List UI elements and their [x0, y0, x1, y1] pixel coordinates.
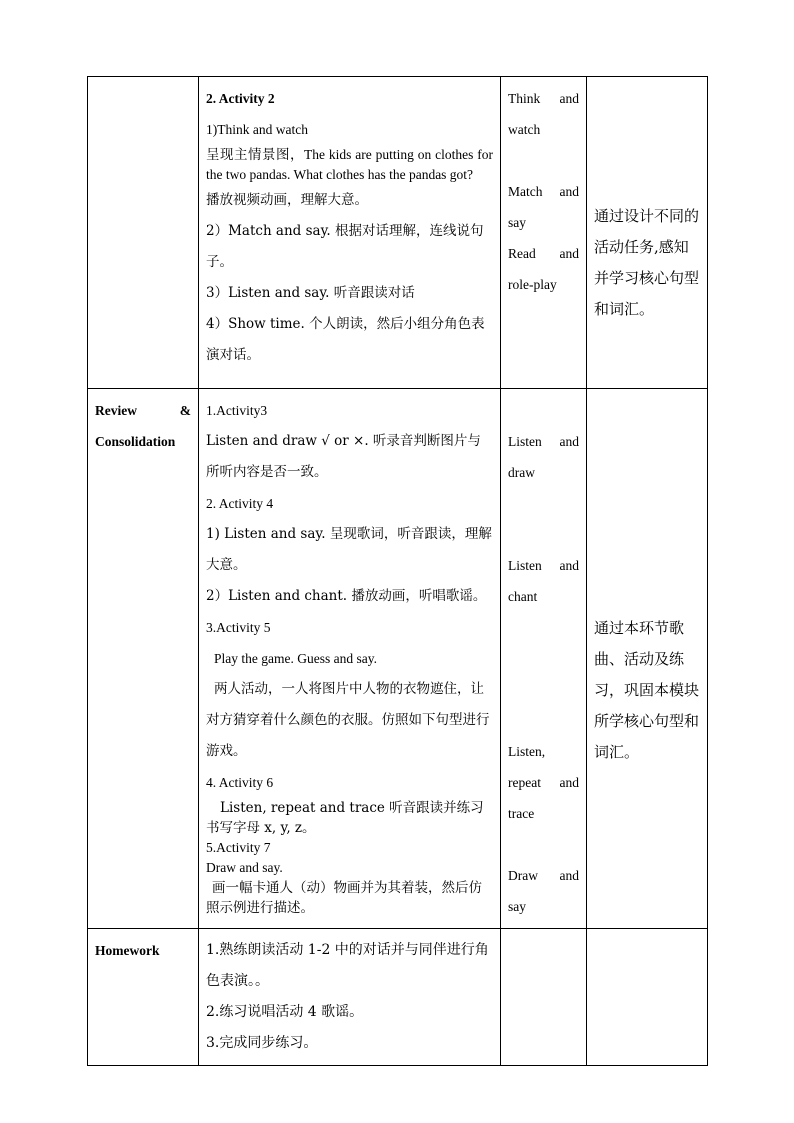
- activity-label: Match and: [508, 184, 579, 199]
- stage-label: Consolidation: [95, 434, 176, 449]
- aim-cell: [587, 929, 708, 1066]
- stage-label: Homework: [95, 943, 160, 958]
- activity-title: 2. Activity 2: [206, 91, 275, 106]
- step-text: Listen, repeat and trace 听音跟读并练习书写字母 x, y, z。: [206, 800, 484, 836]
- activity-label: say: [508, 215, 526, 230]
- procedure-cell: [199, 389, 501, 929]
- step-text: Listen and draw √ or ×. 听录音判断图片与所听内容是否一致。: [206, 433, 481, 480]
- activity-label: chant: [508, 589, 538, 604]
- activity-cell: [501, 389, 587, 929]
- homework-cell: [199, 929, 501, 1066]
- step-text: Play the game. Guess and say.: [214, 651, 377, 666]
- homework-item: 2.练习说唱活动 4 歌谣。: [206, 1004, 364, 1020]
- activity-label: Think and: [508, 91, 579, 106]
- activity-label: Draw and: [508, 868, 579, 883]
- activity-label: draw: [508, 465, 535, 480]
- activity-label: Read and: [508, 246, 579, 261]
- stage-cell: [88, 929, 199, 1066]
- step-text: 两人活动，一人将图片中人物的衣物遮住，让对方猜穿着什么颜色的衣服。仿照如下句型进行游戏。: [206, 681, 490, 759]
- aim-cell: [587, 77, 708, 389]
- step-text: 2）Listen and chant. 播放动画，听唱歌谣。: [206, 588, 487, 604]
- step-text: 3.Activity 5: [206, 620, 271, 635]
- step-text: 5.Activity 7: [206, 840, 271, 855]
- lesson-plan-table: [87, 76, 708, 1066]
- table-row: [88, 389, 708, 929]
- homework-item: 1.熟练朗读活动 1-2 中的对话并与同伴进行角色表演。。: [206, 942, 489, 989]
- step-text: 2. Activity 4: [206, 496, 274, 511]
- step-text: 1.Activity3: [206, 403, 268, 418]
- activity-cell: [501, 77, 587, 389]
- step-text: 1)Think and watch: [206, 122, 308, 137]
- step-text: 呈现主情景图，The kids are putting on clothes for the two pandas. What clothes has the pandas got?: [206, 147, 493, 182]
- stage-label: Review &: [95, 403, 191, 418]
- activity-cell: [501, 929, 587, 1066]
- stage-cell: [88, 77, 199, 389]
- step-text: 1) Listen and say. 呈现歌词，听音跟读，理解大意。: [206, 526, 492, 573]
- stage-cell: [88, 389, 199, 929]
- activity-label: Listen and: [508, 558, 579, 573]
- aim-text: 通过设计不同的活动任务,感知并学习核心句型和词汇。: [594, 207, 700, 318]
- aim-text: 通过本环节歌曲、活动及练习，巩固本模块所学核心句型和词汇。: [594, 619, 700, 761]
- step-text: 4. Activity 6: [206, 775, 274, 790]
- homework-item: 3.完成同步练习。: [206, 1035, 318, 1051]
- activity-label: Listen,: [508, 744, 546, 759]
- activity-label: repeat and: [508, 775, 579, 790]
- step-text: 画一幅卡通人（动）物画并为其着装，然后仿照示例进行描述。: [206, 880, 482, 916]
- table-row: [88, 929, 708, 1066]
- step-text: 3）Listen and say. 听音跟读对话: [206, 285, 415, 301]
- activity-label: say: [508, 899, 526, 914]
- activity-label: trace: [508, 806, 535, 821]
- step-text: 4）Show time. 个人朗读，然后小组分角色表演对话。: [206, 316, 485, 363]
- step-text: Draw and say.: [206, 860, 283, 875]
- activity-label: watch: [508, 122, 541, 137]
- aim-cell: [587, 389, 708, 929]
- table-row: [88, 77, 708, 389]
- activity-label: Listen and: [508, 434, 579, 449]
- step-text: 播放视频动画，理解大意。: [206, 192, 368, 208]
- procedure-cell: [199, 77, 501, 389]
- activity-label: role-play: [508, 277, 557, 292]
- step-text: 2）Match and say. 根据对话理解，连线说句子。: [206, 223, 484, 270]
